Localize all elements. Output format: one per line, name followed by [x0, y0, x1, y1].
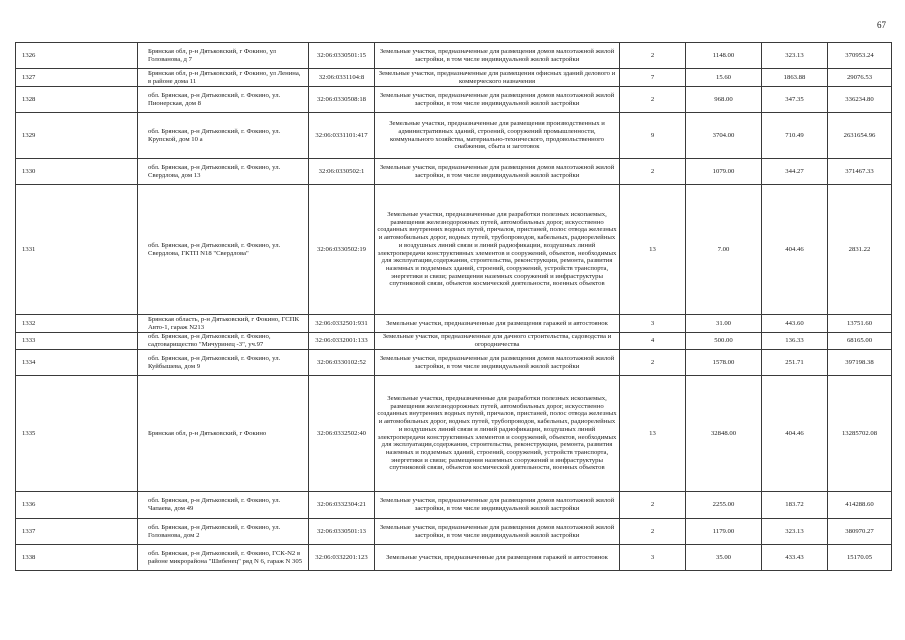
- address-cell: Брянская обл, р-н Дятьковский, г Фокино, ул Ленина, в районе дома 11: [138, 69, 309, 87]
- specific-value-cell: 443.60: [762, 315, 828, 333]
- area-cell: 32848.00: [686, 376, 762, 492]
- area-cell: 968.00: [686, 87, 762, 113]
- area-cell: 3704.00: [686, 113, 762, 159]
- cadastral-number-cell: 32:06:0331101:417: [309, 113, 375, 159]
- row-number: 1332: [16, 315, 138, 333]
- cadastral-value-cell: 13285702.08: [828, 376, 892, 492]
- row-number: 1338: [16, 545, 138, 571]
- use-group-cell: 2: [620, 87, 686, 113]
- specific-value-cell: 251.71: [762, 350, 828, 376]
- land-use-cell: Земельные участки, предназначенные для размещения производственных и административных зданий, строений, сооружений промышленности, коммунального хозяйства, материально-технического, продовольственного снабжения, сбыта и заготовок: [375, 113, 620, 159]
- row-number: 1329: [16, 113, 138, 159]
- specific-value-cell: 183.72: [762, 492, 828, 519]
- address-cell: обл. Брянская, р-н Дятьковский, г. Фокино, ГСК-N2 в районе микрорайона "Шибенец" ряд N 6, гараж N 305: [138, 545, 309, 571]
- specific-value-cell: 323.13: [762, 43, 828, 69]
- cadastral-value-table: [15, 42, 892, 571]
- land-use-cell: Земельные участки, предназначенные для дачного строительства, садоводства и огородничества: [375, 333, 620, 350]
- cadastral-number-cell: 32:06:0330102:52: [309, 350, 375, 376]
- row-number: 1337: [16, 519, 138, 545]
- cadastral-value-cell: 370953.24: [828, 43, 892, 69]
- row-number: 1330: [16, 159, 138, 185]
- cadastral-number-cell: 32:06:0332502:40: [309, 376, 375, 492]
- cadastral-value-cell: 2831.22: [828, 185, 892, 315]
- specific-value-cell: 1863.88: [762, 69, 828, 87]
- use-group-cell: 13: [620, 185, 686, 315]
- row-number: 1328: [16, 87, 138, 113]
- cadastral-value-cell: 2631654.96: [828, 113, 892, 159]
- cadastral-number-cell: 32:06:0330501:13: [309, 519, 375, 545]
- land-use-cell: Земельные участки, предназначенные для разработки полезных ископаемых, размещения железнодорожных путей, автомобильных дорог, искусственно созданных внутренних водных путей, причалов, пристаней, полос отвода железных и автомобильных дорог, водных путей, трубопроводов, кабельных, радиорелейных и воздушных линий связи и линий радиофикации, воздушных линий электропередачи конструктивных элементов и сооружений, объектов, необходимых для эксплуатации,содержания, строительства, реконструкции, ремонта, развития наземных и подземных зданий, строений, сооружений, устройств транспорта, энергетики и связи; размещения наземных сооружений и инфраструктуры спутниковой связи, объектов космической деятельности, военных объектов: [375, 376, 620, 492]
- land-use-cell: Земельные участки, предназначенные для размещения гаражей и автостоянок: [375, 315, 620, 333]
- address-cell: обл. Брянская, р-н Дятьковский, г. Фокино, ул. Куйбышева, дом 9: [138, 350, 309, 376]
- land-use-cell: Земельные участки, предназначенные для размещения домов малоэтажной жилой застройки, в том числе индивидуальной жилой застройки: [375, 159, 620, 185]
- area-cell: 1578.00: [686, 350, 762, 376]
- use-group-cell: 2: [620, 159, 686, 185]
- specific-value-cell: 404.46: [762, 376, 828, 492]
- table-row: [16, 376, 892, 492]
- specific-value-cell: 136.33: [762, 333, 828, 350]
- land-use-cell: Земельные участки, предназначенные для размещения домов малоэтажной жилой застройки, в том числе индивидуальной жилой застройки: [375, 87, 620, 113]
- cadastral-number-cell: 32:06:0332501:931: [309, 315, 375, 333]
- area-cell: 2255.00: [686, 492, 762, 519]
- area-cell: 35.00: [686, 545, 762, 571]
- specific-value-cell: 347.35: [762, 87, 828, 113]
- use-group-cell: 2: [620, 43, 686, 69]
- cadastral-number-cell: 32:06:0332304:21: [309, 492, 375, 519]
- specific-value-cell: 344.27: [762, 159, 828, 185]
- table-row: [16, 519, 892, 545]
- area-cell: 500.00: [686, 333, 762, 350]
- row-number: 1327: [16, 69, 138, 87]
- land-use-cell: Земельные участки, предназначенные для размещения домов малоэтажной жилой застройки, в том числе индивидуальной жилой застройки: [375, 350, 620, 376]
- cadastral-value-cell: 414288.60: [828, 492, 892, 519]
- use-group-cell: 2: [620, 519, 686, 545]
- area-cell: 7.00: [686, 185, 762, 315]
- area-cell: 31.00: [686, 315, 762, 333]
- use-group-cell: 7: [620, 69, 686, 87]
- area-cell: 1148.00: [686, 43, 762, 69]
- land-use-cell: Земельные участки, предназначенные для размещения гаражей и автостоянок: [375, 545, 620, 571]
- cadastral-number-cell: 32:06:0330502:1: [309, 159, 375, 185]
- use-group-cell: 2: [620, 350, 686, 376]
- address-cell: Брянская область, р-н Дятьковский, г Фокино, ГСПК Авто-1, гараж N213: [138, 315, 309, 333]
- table-row: [16, 159, 892, 185]
- use-group-cell: 9: [620, 113, 686, 159]
- address-cell: обл. Брянская, р-н Дятьковский, г. Фокино, садтоварищество "Мичуринец -3", уч.97: [138, 333, 309, 350]
- land-use-cell: Земельные участки, предназначенные для размещения офисных зданий делового и коммерческого назначения: [375, 69, 620, 87]
- cadastral-number-cell: 32:06:0332001:133: [309, 333, 375, 350]
- address-cell: обл. Брянская, р-н Дятьковский, г. Фокино, ул. Свердлова, дом 13: [138, 159, 309, 185]
- address-cell: обл. Брянская, р-н Дятьковский, г. Фокино, ул. Пионерская, дом 8: [138, 87, 309, 113]
- page-number: 67: [877, 20, 886, 30]
- use-group-cell: 3: [620, 315, 686, 333]
- address-cell: обл. Брянская, р-н Дятьковский, г. Фокино, ул. Голованова, дом 2: [138, 519, 309, 545]
- cadastral-value-cell: 15170.05: [828, 545, 892, 571]
- address-cell: Брянская обл, р-н Дятьковский, г Фокино: [138, 376, 309, 492]
- cadastral-number-cell: 32:06:0331104:8: [309, 69, 375, 87]
- area-cell: 1079.00: [686, 159, 762, 185]
- specific-value-cell: 710.49: [762, 113, 828, 159]
- table-row: [16, 333, 892, 350]
- address-cell: обл. Брянская, р-н Дятьковский, г. Фокино, ул. Крупской, дом 10 а: [138, 113, 309, 159]
- cadastral-number-cell: 32:06:0332201:123: [309, 545, 375, 571]
- table-row: [16, 43, 892, 69]
- table-row: [16, 87, 892, 113]
- cadastral-value-cell: 29076.53: [828, 69, 892, 87]
- cadastral-number-cell: 32:06:0330502:19: [309, 185, 375, 315]
- cadastral-value-cell: 371467.33: [828, 159, 892, 185]
- use-group-cell: 4: [620, 333, 686, 350]
- cadastral-number-cell: 32:06:0330501:15: [309, 43, 375, 69]
- cadastral-value-cell: 380970.27: [828, 519, 892, 545]
- table-row: [16, 185, 892, 315]
- land-use-cell: Земельные участки, предназначенные для разработки полезных ископаемых, размещения железнодорожных путей, автомобильных дорог, искусственно созданных внутренних водных путей, причалов, пристаней, полос отвода железных и автомобильных дорог, водных путей, трубопроводов, кабельных, радиорелейных и воздушных линий связи и линий радиофикации, воздушных линий электропередачи конструктивных элементов и сооружений, объектов, необходимых для эксплуатации,содержания, строительства, реконструкции, ремонта, развития наземных и подземных зданий, строений, сооружений, устройств транспорта, энергетики и связи; размещения наземных сооружений и инфраструктуры спутниковой связи, объектов космической деятельности, военных объектов: [375, 185, 620, 315]
- table-row: [16, 69, 892, 87]
- row-number: 1331: [16, 185, 138, 315]
- row-number: 1326: [16, 43, 138, 69]
- cadastral-value-cell: 336234.80: [828, 87, 892, 113]
- cadastral-value-cell: 397198.38: [828, 350, 892, 376]
- address-cell: обл. Брянская, р-н Дятьковский, г. Фокино, ул. Свердлова, ГКТП N18 "Свердлова": [138, 185, 309, 315]
- address-cell: Брянская обл, р-н Дятьковский, г Фокино, ул Голованова, д 7: [138, 43, 309, 69]
- row-number: 1335: [16, 376, 138, 492]
- area-cell: 15.60: [686, 69, 762, 87]
- table-row: [16, 113, 892, 159]
- table-row: [16, 350, 892, 376]
- cadastral-value-cell: 13751.60: [828, 315, 892, 333]
- specific-value-cell: 404.46: [762, 185, 828, 315]
- land-use-cell: Земельные участки, предназначенные для размещения домов малоэтажной жилой застройки, в том числе индивидуальной жилой застройки: [375, 519, 620, 545]
- use-group-cell: 2: [620, 492, 686, 519]
- table-row: [16, 492, 892, 519]
- use-group-cell: 3: [620, 545, 686, 571]
- table-row: [16, 315, 892, 333]
- specific-value-cell: 323.13: [762, 519, 828, 545]
- cadastral-value-cell: 68165.00: [828, 333, 892, 350]
- row-number: 1336: [16, 492, 138, 519]
- cadastral-number-cell: 32:06:0330508:18: [309, 87, 375, 113]
- use-group-cell: 13: [620, 376, 686, 492]
- area-cell: 1179.00: [686, 519, 762, 545]
- row-number: 1334: [16, 350, 138, 376]
- land-use-cell: Земельные участки, предназначенные для размещения домов малоэтажной жилой застройки, в том числе индивидуальной жилой застройки: [375, 43, 620, 69]
- table-row: [16, 545, 892, 571]
- address-cell: обл. Брянская, р-н Дятьковский, г. Фокино, ул. Чапаева, дом 49: [138, 492, 309, 519]
- land-use-cell: Земельные участки, предназначенные для размещения домов малоэтажной жилой застройки, в том числе индивидуальной жилой застройки: [375, 492, 620, 519]
- specific-value-cell: 433.43: [762, 545, 828, 571]
- row-number: 1333: [16, 333, 138, 350]
